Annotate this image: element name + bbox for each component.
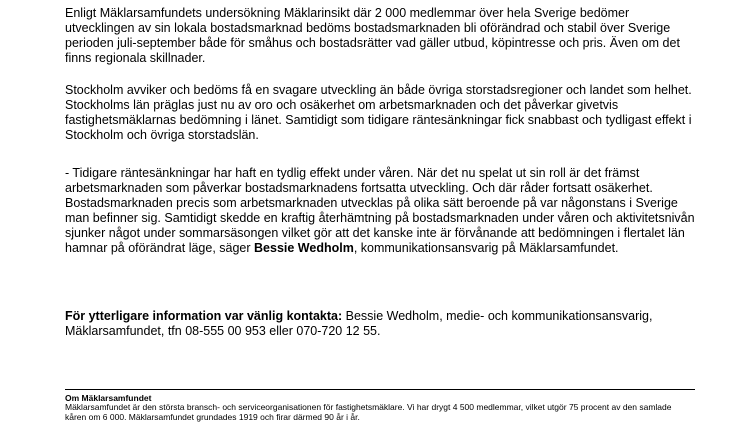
quote-text: - Tidigare räntesänkningar har haft en tydlig effekt under våren. När det nu spelat ut sin roll är det främst arbetsmarknaden som påverkar bostadsmarknadens fortsatta utveckling. Och där råder fortsatt osäkerhet. Bostadsmarknaden precis som arbetsmarknaden utvecklas på olika sätt beroende på var någonstans i Sverige man befinner sig. Samtidigt skedde en kraftig återhämtning på bostadsmarknaden under våren och aktivitetsnivån sjunker något under sommarsäsongen vilket gör att det kanske inte är förvånande att bedömningen i flertalet län hamnar på oförändrat läge, säger	[65, 166, 695, 255]
footer-text: Mäklarsamfundet är den största bransch- och serviceorganisationen för fastighetsmäklare. Vi har drygt 4 500 medlemmar, vilket utgör 75 procent av den samlade kåren om 6 000. Mäklarsamfundet grundades 1919 och firar därmed 90 år i år.	[65, 402, 672, 422]
quote-suffix: , kommunikationsansvarig på Mäklarsamfundet.	[353, 241, 619, 255]
paragraph-survey: Enligt Mäklarsamfundets undersökning Mäklarinsikt där 2 000 medlemmar över hela Sverige bedömer utvecklingen av sin lokala bostadsmarknad bedöms bostadsmarknaden bli oförändrad och stabil över Sverige perioden juli-september både för småhus och bostadsrätter vad gäller utbud, köpintresse och pris. Även om det finns regionala skillnader.	[65, 6, 680, 65]
footer-heading: Om Mäklarsamfundet	[65, 393, 152, 403]
footer-divider	[65, 389, 695, 390]
paragraph-stockholm: Stockholm avviker och bedöms få en svagare utveckling än både övriga storstadsregioner och landet som helhet. Stockholms län präglas just nu av oro och osäkerhet om arbetsmarknaden och det påverkar givetvis fastighetsmäklarnas bedömning i länet. Samtidigt som tidigare räntesänkningar fick snabbast och tydligast effekt i Stockholm och övriga storstadslän.	[65, 83, 692, 142]
contact-label: För ytterligare information var vänlig kontakta:	[65, 309, 343, 323]
quote-speaker: Bessie Wedholm	[254, 241, 354, 255]
contact-paragraph	[65, 309, 695, 339]
paragraph-quote	[65, 166, 695, 256]
contact-text: Bessie Wedholm, medie- och kommunikationsansvarig, Mäklarsamfundet, tfn 08-555 00 953 eller 070-720 12 55.	[65, 309, 653, 338]
